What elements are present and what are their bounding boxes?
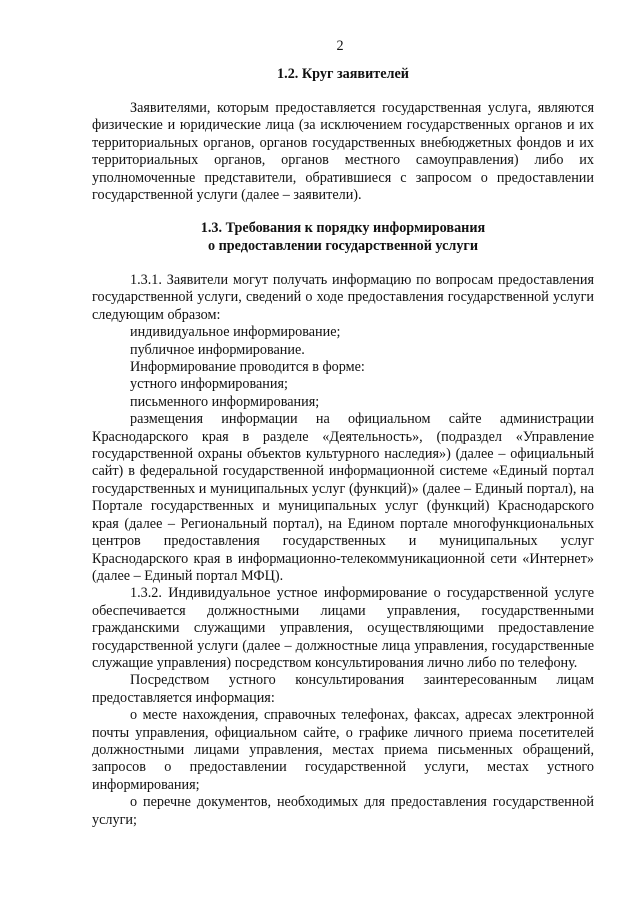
page-number: 2 xyxy=(336,38,344,54)
list-item-individual: индивидуальное информирование; xyxy=(130,324,341,341)
documents-list-paragraph: о перечне документов, необходимых для предоставления государственной услуги; xyxy=(92,794,594,828)
section-1-2-body xyxy=(92,100,594,204)
section-1-2-heading: 1.2. Круг заявителей xyxy=(277,66,409,82)
placement-paragraph: размещения информации на официальном сайте администрации Краснодарского края в разделе «Деятельность», (подраздел «Управление государственной охраны объектов культурного наследия») (далее – официальный сайт) в федеральной государственной информационной системе «Единый портал государственных и муниципальных услуг (функций)» (далее – Единый портал), на Портале государственных и муниципальных услуг (функций) Краснодарского края (далее – Региональный портал), на Едином портале многофункциональных центров предоставления государственных и муниципальных услуг Краснодарского края в информационно-телекоммуникационной сети «Интернет» (далее – Единый портал МФЦ). xyxy=(92,411,594,584)
paragraph-1-3-1: 1.3.1. Заявители могут получать информацию по вопросам предоставления государственной услуги, сведений о ходе предоставления государственной услуги следующим образом: xyxy=(92,272,594,323)
paragraph-1-3-2: 1.3.2. Индивидуальное устное информирование о государственной услуге обеспечивается должностными лицами управления, государственными гражданскими служащими управления, осуществляющими предоставление государственной услуги (далее – должностные лица управления, государственные служащие управления) посредством консультирования лично либо по телефону. xyxy=(92,585,594,671)
list-item-oral: устного информирования; xyxy=(130,376,288,393)
applicants-paragraph: Заявителями, которым предоставляется государственная услуга, являются физические и юридические лица (за исключением государственных органов и их территориальных органов, органов государственных внебюджетных фондов и их территориальных органов, органов местного самоуправления) либо их уполномоченные представители, обратившиеся с запросом о предоставлении государственной услуги (далее – заявители). xyxy=(92,100,594,204)
section-1-3-heading-line1: 1.3. Требования к порядку информирования xyxy=(200,220,486,236)
list-item-public: публичное информирование. xyxy=(130,341,305,358)
list-item-form-intro: Информирование проводится в форме: xyxy=(130,359,365,376)
location-info-paragraph: о месте нахождения, справочных телефонах, факсах, адресах электронной почты управления, официальном сайте, о графике личного приема посетителей должностными лицами управления, местах приема письменных обращений, запросов о предоставлении государственной услуги, местах устного информирования; xyxy=(92,707,594,793)
list-item-written: письменного информирования; xyxy=(130,393,320,410)
section-1-3-heading-line2: о предоставлении государственной услуги xyxy=(207,238,479,254)
section-1-3-body xyxy=(92,272,594,829)
oral-consulting-paragraph: Посредством устного консультирования заинтересованным лицам предоставляется информация: xyxy=(92,672,594,706)
